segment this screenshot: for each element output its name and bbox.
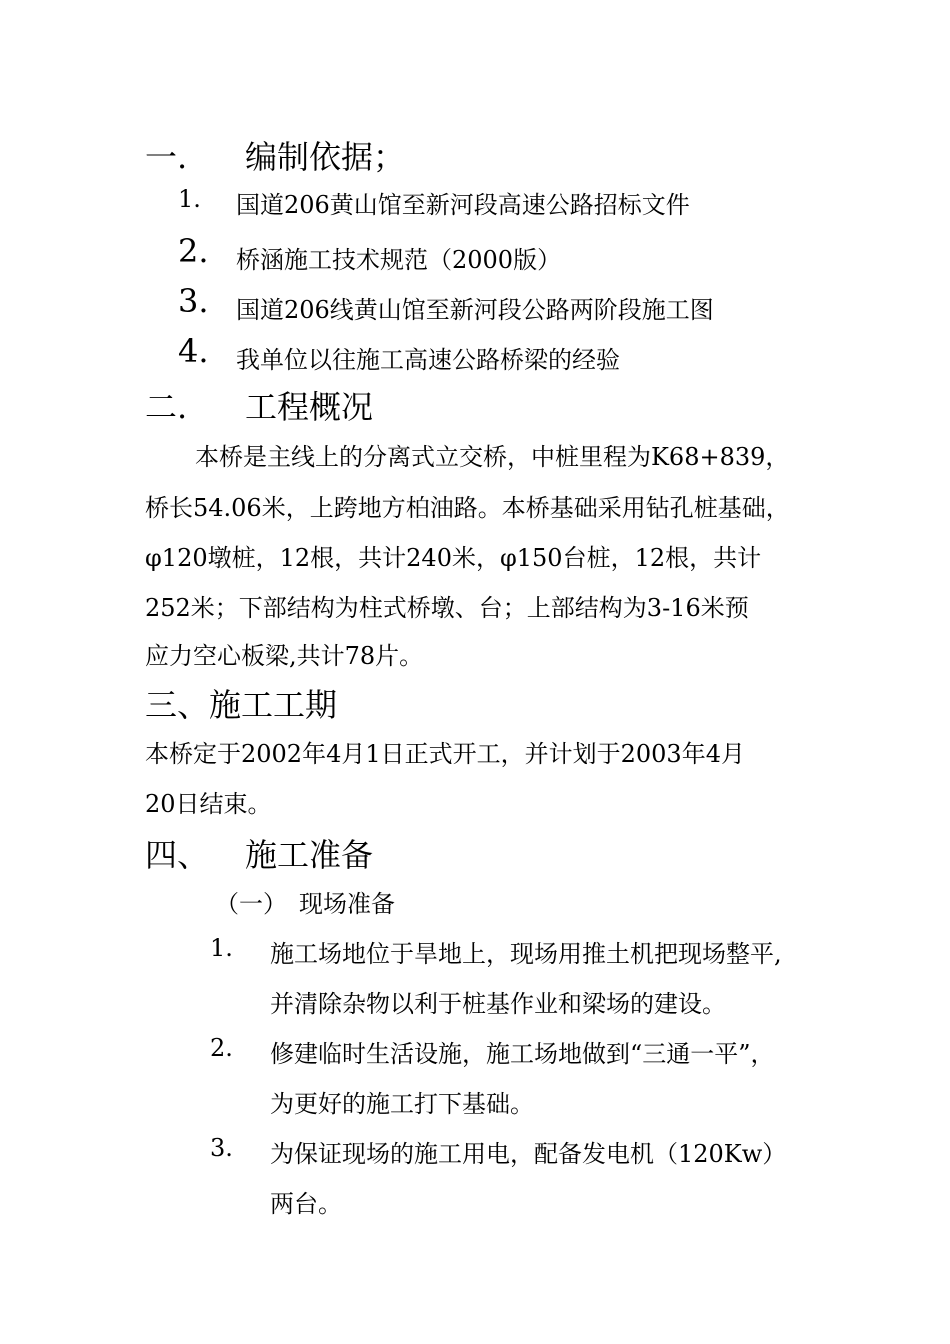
list-item-number: 3. bbox=[178, 282, 209, 320]
section-2-heading bbox=[145, 382, 373, 428]
list-item-number: 2. bbox=[210, 1034, 233, 1062]
list-item-text: 国道206线黄山馆至新河段公路两阶段施工图 bbox=[236, 296, 714, 324]
list-item-number: 3. bbox=[210, 1134, 233, 1162]
list-item-number: 4. bbox=[178, 332, 209, 370]
list-item-number: 1. bbox=[178, 185, 201, 213]
list-item-number: 1. bbox=[210, 934, 233, 962]
list-item-number: 2. bbox=[178, 232, 209, 270]
paragraph-line: 20日结束。 bbox=[145, 790, 272, 818]
section-1-heading bbox=[145, 132, 405, 178]
list-item-text: 两台。 bbox=[270, 1190, 342, 1218]
list-item-text: 我单位以往施工高速公路桥梁的经验 bbox=[236, 346, 620, 374]
section-3-heading: 三、施工工期 bbox=[145, 686, 338, 724]
paragraph-line: 应力空心板梁,共计78片。 bbox=[145, 642, 424, 670]
list-item-text: 桥涵施工技术规范（2000版） bbox=[236, 246, 562, 274]
subsection-title: 现场准备 bbox=[299, 890, 395, 918]
list-item-text: 施工场地位于旱地上，现场用推土机把现场整平, bbox=[270, 940, 782, 968]
list-item-text: 国道206黄山馆至新河段高速公路招标文件 bbox=[236, 191, 690, 219]
paragraph-line: 252米；下部结构为柱式桥墩、台；上部结构为3-16米预 bbox=[145, 594, 749, 622]
list-item-text: 修建临时生活设施，施工场地做到“三通一平”， bbox=[270, 1040, 775, 1068]
subsection-heading bbox=[215, 884, 395, 919]
paragraph-line: 桥长54.06米，上跨地方柏油路。本桥基础采用钻孔桩基础， bbox=[145, 494, 790, 522]
list-item-text: 为更好的施工打下基础。 bbox=[270, 1090, 534, 1118]
section-4-number: 四、 bbox=[145, 836, 210, 874]
section-2-title: 工程概况 bbox=[245, 388, 374, 426]
list-item-text: 为保证现场的施工用电，配备发电机（120Kw） bbox=[270, 1140, 787, 1168]
section-1-title: 编制依据； bbox=[245, 138, 406, 176]
paragraph-line: 本桥是主线上的分离式立交桥，中桩里程为K68+839， bbox=[195, 443, 790, 471]
section-4-title: 施工准备 bbox=[245, 836, 374, 874]
section-1-number: 一. bbox=[145, 138, 188, 176]
paragraph-line: 本桥定于2002年4月1日正式开工，并计划于2003年4月 bbox=[145, 740, 745, 768]
subsection-number: （一） bbox=[215, 890, 287, 918]
paragraph-line: φ120墩桩，12根，共计240米，φ150台桩，12根，共计 bbox=[145, 544, 762, 572]
section-2-number: 二. bbox=[145, 388, 188, 426]
section-4-heading bbox=[145, 830, 373, 876]
list-item-text: 并清除杂物以利于桩基作业和梁场的建设。 bbox=[270, 990, 726, 1018]
